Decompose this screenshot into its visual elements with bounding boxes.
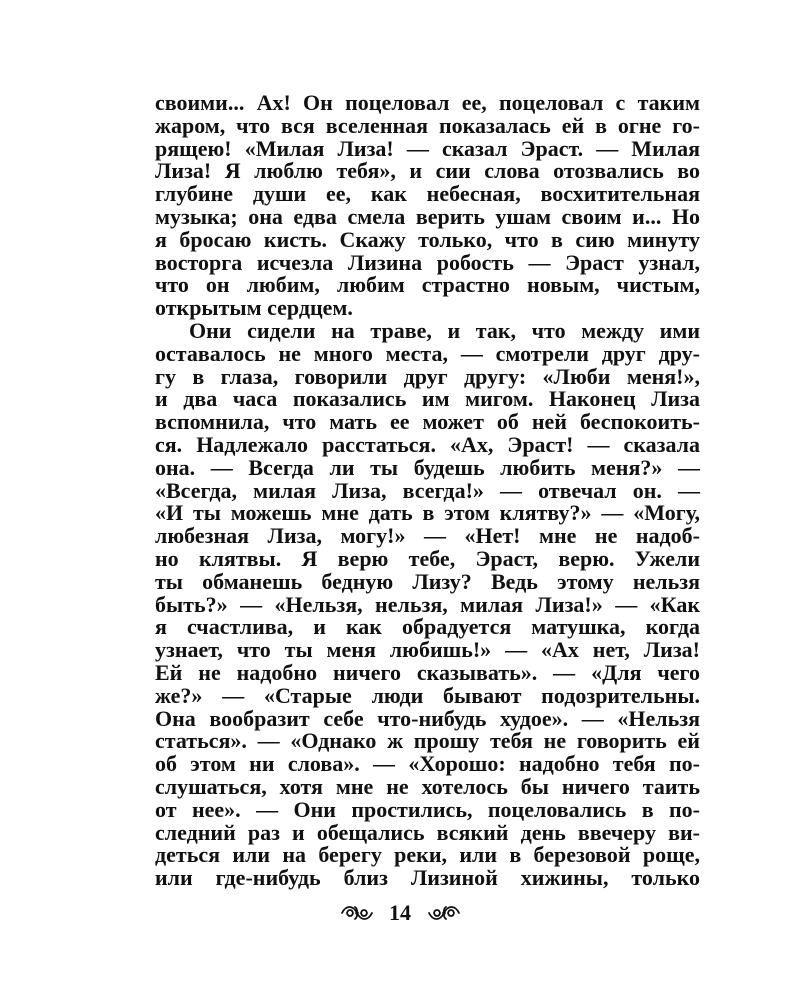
text-line: музыка; она едва смела верить ушам своим и... Но [155, 203, 700, 229]
paragraph-1 [155, 92, 700, 320]
text-line: деться или на берегу реки, или в березовой роще, [155, 842, 700, 868]
text-line: от нее». — Они простились, поцеловались в по- [155, 796, 700, 822]
floral-ornament-icon [427, 903, 461, 923]
text-line: вспомнила, что мать ее может об ней беспокоить- [155, 409, 700, 435]
text-line: и два часа показались им мигом. Наконец Лиза [155, 386, 700, 412]
text-line: открытым сердцем. [155, 295, 353, 321]
text-line: но клятвы. Я верю тебе, Эраст, верю. Ужели [155, 545, 700, 571]
text-line: оставалось не много места, — смотрели друг дру- [155, 340, 700, 366]
text-line: ты обманешь бедную Лизу? Ведь этому нельзя [155, 568, 700, 594]
text-line: ся. Надлежало расстаться. «Ах, Эраст! — сказала [155, 431, 700, 457]
text-line: жаром, что вся вселенная показалась ей в огне го- [155, 112, 700, 138]
text-line: что он любим, любим страстно новым, чистым, [155, 272, 700, 298]
text-line: рящею! «Милая Лиза! — сказал Эраст. — Милая [155, 135, 700, 161]
text-line: я счастлива, и как обрадуется матушка, когда [155, 614, 700, 640]
paragraph-2 [155, 317, 700, 891]
text-line: узнает, что ты меня любишь!» — «Ах нет, Лиза! [155, 637, 700, 663]
text-line: «И ты можешь мне дать в этом клятву?» — «Могу, [155, 500, 700, 526]
text-line: глубине души ее, как небесная, восхитительная [155, 181, 700, 207]
text-line: слушаться, хотя мне не хотелось бы ничего таить [155, 773, 700, 799]
text-line: или где-нибудь близ Лизиной хижины, только [155, 865, 700, 891]
text-line: восторга исчезла Лизина робость — Эраст узнал, [155, 249, 700, 275]
text-line: Они сидели на траве, и так, что между ими [189, 317, 700, 343]
text-line: Ей не надобно ничего сказывать». — «Для чего [155, 659, 700, 685]
text-line: я бросаю кисть. Скажу только, что в сию минуту [155, 226, 700, 252]
text-line: Она вообразит себе что-нибудь худое». — «Нельзя [155, 705, 700, 731]
text-line: же?» — «Старые люди бывают подозрительны. [155, 682, 700, 708]
text-line: любезная Лиза, могу!» — «Нет! мне не надоб- [155, 523, 700, 549]
body-text [155, 92, 700, 890]
text-line: «Всегда, милая Лиза, всегда!» — отвечал он. — [155, 477, 700, 503]
text-line: гу в глаза, говорили друг другу: «Люби меня!», [155, 363, 700, 389]
text-line: Лиза! Я люблю тебя», и сии слова отозвались во [155, 158, 700, 184]
text-line: об этом ни слова». — «Хорошо: надобно тебя по- [155, 751, 700, 777]
text-line: быть?» — «Нельзя, нельзя, милая Лиза!» — «Как [155, 591, 700, 617]
floral-ornament-icon [340, 903, 374, 923]
page-number: 14 [389, 899, 411, 925]
text-line: своими... Ах! Он поцеловал ее, поцеловал с таким [155, 90, 700, 115]
text-line: следний раз и обещались всякий день ввечеру ви- [155, 819, 700, 845]
text-line: статься». — «Однако ж прошу тебя не говорить ей [155, 728, 700, 754]
page-footer [0, 896, 800, 928]
text-line: она. — Всегда ли ты будешь любить меня?» — [155, 454, 700, 480]
